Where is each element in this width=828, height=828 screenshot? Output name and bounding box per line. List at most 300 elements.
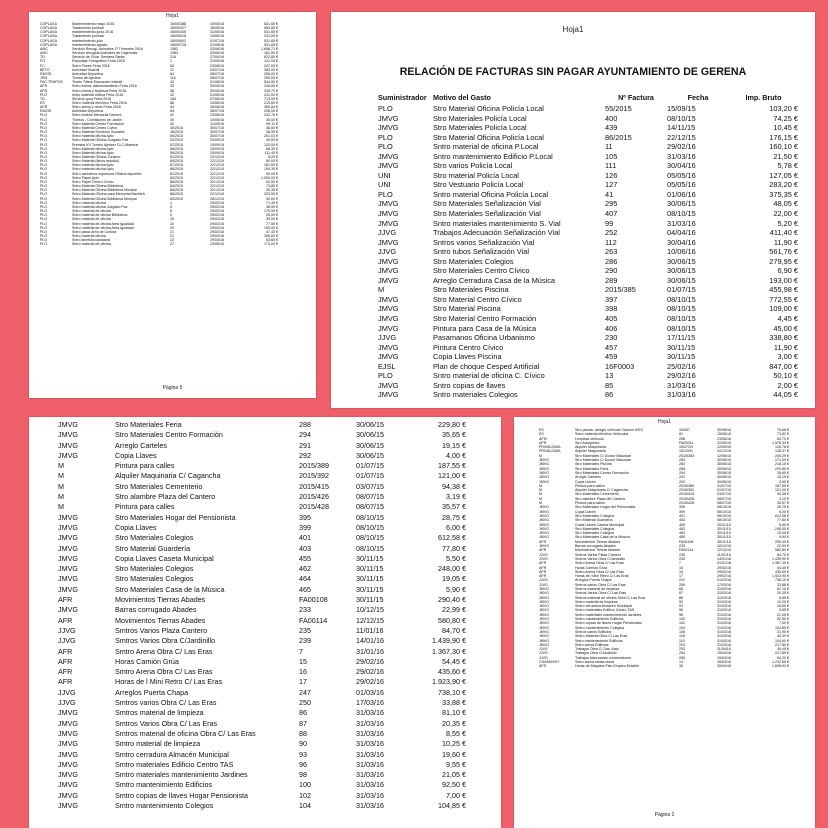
column-header: Motivo del Gasto [433, 93, 491, 102]
supplier-cell: PLO [40, 217, 48, 222]
date-cell: 29/04/16 [210, 233, 224, 238]
description-cell: Smtro Arena Obra C/ Las Eras [115, 646, 213, 656]
date-cell: 01/07/15 [356, 471, 384, 481]
supplier-cell: JMVG [58, 770, 78, 780]
date-cell: 15/04/16 [717, 655, 731, 660]
amount-cell: 73,82 € [777, 432, 789, 437]
description-cell: Stro Materiales Policía Local [433, 123, 527, 133]
table-row [378, 324, 798, 334]
description-cell: Smtro materiales mantenimiento Jardines [115, 770, 248, 780]
invoice-number-cell: 255 [679, 655, 685, 660]
invoice-number-cell: 93 [679, 604, 683, 609]
supplier-cell: PLO [40, 209, 48, 214]
description-cell: Sntro placa Area de Cultura [72, 229, 117, 234]
date-cell: 01/07/15 [717, 488, 731, 493]
description-cell: Stro material Policía Local [433, 170, 519, 180]
description-cell: Smtro material de limpieza [575, 599, 618, 604]
supplier-cell: AFR [58, 595, 73, 605]
invoice-number-cell: 250 [679, 582, 685, 587]
invoice-number-cell: 2015/428 [299, 502, 329, 512]
supplier-cell: JMVG [539, 621, 549, 626]
amount-cell: 50,10 € [773, 371, 798, 381]
table-row [58, 647, 466, 657]
description-cell: Stro Materiales Centro Formación [575, 470, 629, 475]
invoice-number-cell: 42 [170, 113, 174, 118]
description-cell: Copia Llaves [115, 450, 157, 460]
supplier-cell: JMVG [539, 470, 549, 475]
amount-cell: 35,65 € [442, 430, 466, 440]
supplier-cell: JMVG [378, 275, 399, 285]
description-cell: Stro Material Piscina [433, 304, 501, 314]
invoice-number-cell: 48/2015 [170, 130, 183, 135]
supplier-cell: PLO [40, 155, 48, 159]
table-row [378, 114, 798, 124]
description-cell: Trabajos Obra C/Jardinillo [575, 651, 617, 656]
supplier-cell: JMVG [58, 553, 78, 563]
invoice-number-cell: 16000725 [170, 42, 186, 47]
page-footer: Página 2 [654, 812, 675, 818]
supplier-cell: M [58, 502, 64, 512]
date-cell: 08/07/15 [356, 492, 384, 502]
amount-cell: 3,19 € [779, 496, 789, 501]
amount-cell: 94,38 € [777, 492, 789, 497]
date-cell: 08/10/15 [667, 209, 696, 219]
table-row [58, 605, 466, 615]
description-cell: Movimientos Tierras Abades [575, 548, 621, 553]
supplier-cell: UNI [378, 180, 391, 190]
description-cell: Trabajos Adecuación contenedores [575, 655, 632, 660]
amount-cell: 580,80 € [438, 615, 466, 625]
amount-cell: 217,80 € [775, 642, 789, 647]
supplier-cell: JMVG [539, 518, 549, 523]
amount-cell: 1.923,90 € [772, 574, 789, 579]
invoice-number-cell: 13 [605, 371, 614, 381]
invoice-number-cell: 14 [679, 660, 683, 665]
invoice-number-cell: 455 [299, 553, 311, 563]
supplier-cell: JMVG [539, 595, 549, 600]
date-cell: 29/02/16 [210, 200, 224, 205]
supplier-cell: JMVG [58, 440, 78, 450]
supplier-cell: PLO [40, 167, 48, 172]
supplier-cell: ES [539, 428, 544, 432]
supplier-cell: JMVG [378, 256, 399, 266]
supplier-cell: JJVG [378, 247, 397, 257]
amount-cell: 127,05 € [769, 170, 798, 180]
amount-cell: 181,50 € [264, 51, 278, 56]
supplier-cell: JMVG [58, 512, 78, 522]
table-row [378, 238, 798, 248]
invoice-number-cell: 126 [605, 170, 618, 180]
date-cell: 18/05/16 [210, 26, 224, 31]
supplier-cell: JMVG [539, 466, 549, 471]
amount-cell: 81,10 € [777, 586, 789, 591]
amount-cell: 1.578,33 € [772, 440, 789, 445]
invoice-number-cell: 465 [679, 535, 685, 540]
description-cell: Sntro mantenimiento Edificio P.Local [433, 151, 553, 161]
table-row [58, 564, 466, 574]
description-cell: Actividad Guardil [72, 67, 100, 72]
invoice-number-cell: 32 [170, 92, 174, 97]
table-row [539, 664, 789, 668]
supplier-cell: PLO [378, 104, 393, 113]
supplier-cell: AFR [539, 565, 547, 570]
amount-cell: 5,78 € [777, 161, 798, 171]
invoice-number-cell: FA00041 [679, 440, 694, 445]
amount-cell: 7,00 € [446, 790, 466, 800]
date-cell: 31/03/16 [717, 629, 731, 634]
invoice-number-cell: 88 [679, 595, 683, 600]
invoice-number-cell: 20 [170, 225, 174, 230]
description-cell: Sntro Arena, adecentamiento Feria 2016 [72, 84, 137, 89]
invoice-number-cell: 239 [679, 556, 685, 561]
supplier-cell: JMVG [58, 522, 78, 532]
date-cell: 12/06/15 [717, 453, 731, 458]
amount-cell: 822,80 € [264, 55, 278, 60]
date-cell: 23/06/16 [210, 113, 224, 118]
amount-cell: 1.232,65 € [772, 660, 789, 665]
description-cell: mantenimiento julio [72, 38, 103, 43]
table-row [58, 657, 466, 667]
amount-cell: 531,65 € [264, 22, 278, 26]
amount-cell: 71,40 € [266, 200, 278, 205]
table-row [58, 739, 466, 749]
supplier-cell: JJVG [58, 636, 76, 646]
amount-cell: 28,75 € [777, 505, 789, 510]
amount-cell: 77,80 € [777, 518, 789, 523]
supplier-cell: AMC [40, 51, 48, 56]
date-cell: 31/03/16 [717, 599, 731, 604]
invoice-number-cell: 2015/383 [679, 453, 694, 458]
invoice-number-cell: FA00114 [679, 548, 694, 553]
date-cell: 10/12/15 [356, 605, 384, 615]
supplier-cell: PLO [40, 146, 48, 151]
date-cell: 08/07/15 [717, 496, 731, 501]
invoice-number-cell: 99 [605, 218, 614, 228]
page-footer: Página 5 [162, 385, 183, 391]
date-cell: 23/06/16 [210, 63, 224, 68]
invoice-number-cell: 100 [679, 617, 685, 622]
description-cell: Smtro mantenimiento Edificios [115, 780, 213, 790]
date-cell: 31/03/16 [356, 759, 384, 769]
invoice-number-cell: 109 [679, 634, 685, 639]
invoice-number-cell: 16000436 [170, 30, 186, 35]
description-cell: Copia Llaves [575, 509, 596, 514]
supplier-cell: M [539, 501, 542, 506]
supplier-cell: JJVG [58, 687, 76, 697]
amount-cell: 1.698,93 € [772, 664, 789, 669]
invoice-number-cell: 104 [299, 800, 311, 810]
date-cell: 30/11/15 [717, 539, 731, 544]
description-cell: Sntro Material Oficina Biblioteca Munipal [72, 196, 137, 201]
invoice-number-cell: 43 [170, 80, 174, 85]
description-cell: Stro Materiales Colegios [115, 533, 194, 543]
description-cell: Alquiler Maquinaria [575, 449, 606, 454]
table-row [58, 554, 466, 564]
document-title: RELACIÓN DE FACTURAS SIN PAGAR AYUNTAMIENTO DE GERENA [399, 66, 747, 78]
invoice-number-cell: 27 [170, 242, 174, 247]
invoice-number-cell: 30 [170, 117, 174, 122]
description-cell: Pintura para calles [115, 461, 175, 471]
supplier-cell: M [58, 471, 64, 481]
invoice-number-cell: 63 [170, 63, 174, 68]
amount-cell: 10,45 € [773, 123, 798, 133]
invoice-number-cell: 247 [299, 687, 311, 697]
description-cell: Sntro Papel Centro Cívico [72, 179, 114, 184]
description-cell: Horas de Máquina Plan Empleo Estable [575, 664, 639, 669]
date-cell: 29/02/16 [717, 574, 731, 579]
date-cell: 31/03/16 [717, 604, 731, 609]
invoice-number-cell: 116 [170, 76, 176, 81]
supplier-cell: ES [40, 100, 45, 105]
amount-cell: 92,50 € [777, 617, 789, 622]
description-cell: Stro Materiales Colegios [575, 526, 615, 531]
table-row [58, 719, 466, 729]
amount-cell: 580,80 € [264, 26, 278, 31]
date-cell: 08/10/15 [356, 512, 384, 522]
invoice-number-cell: 86 [605, 390, 614, 400]
description-cell: Smtro cerradura Almacén Municipal [115, 749, 229, 759]
description-cell: Arreglo Carteles [115, 440, 167, 450]
supplier-cell: PLO [40, 179, 48, 184]
amount-cell: 90,00 € [266, 196, 278, 201]
invoice-number-cell: 15/12/91 [679, 449, 693, 454]
amount-cell: 64,70 € [777, 436, 789, 441]
sheet-page-1 [331, 12, 815, 408]
date-cell: 30/04/16 [717, 664, 731, 669]
amount-cell: 54,45 € [442, 656, 466, 666]
date-cell: 08/10/15 [717, 505, 731, 510]
supplier-cell: JMVG [378, 390, 399, 400]
date-cell: 05/05/16 [667, 170, 696, 180]
amount-cell: 241,00 € [264, 34, 278, 39]
supplier-cell: AFR [539, 561, 547, 566]
date-cell: 31/05/15 [717, 440, 731, 445]
amount-cell: 103,20 € [769, 104, 798, 113]
supplier-cell: CHAMUSKY [539, 660, 560, 665]
table-row [378, 104, 798, 114]
date-cell: 31/03/16 [717, 617, 731, 622]
invoice-number-cell: 88 [299, 728, 307, 738]
amount-cell: 6,90 € [777, 266, 798, 276]
supplier-cell: JMVG [539, 531, 549, 536]
date-cell: 31/01/16 [717, 561, 731, 566]
amount-cell: 90,00 € [266, 171, 278, 176]
description-cell: sntro material oficina Feria 2016 [72, 92, 124, 97]
date-cell: 22/12/15 [210, 159, 224, 164]
date-cell: 29/02/16 [210, 229, 224, 234]
date-cell: 31/03/16 [356, 770, 384, 780]
description-cell: Sntro Material oficina Ayto [72, 146, 114, 151]
date-cell: 30/04/16 [667, 161, 696, 171]
amount-cell: 77,55 € [266, 221, 278, 226]
description-cell: Pintura para calles [575, 501, 605, 506]
amount-cell: 201,03 € [264, 134, 278, 139]
invoice-number-cell: 2015/415 [299, 481, 329, 491]
invoice-number-cell: 17 [299, 677, 307, 687]
supplier-cell: JMVG [58, 533, 78, 543]
supplier-cell: PLO [40, 213, 48, 218]
description-cell: Alquiler Maquinaria [575, 445, 606, 450]
amount-cell: 11,90 € [773, 237, 798, 247]
supplier-cell: PLO [40, 196, 48, 201]
invoice-number-cell: 20 [170, 221, 174, 226]
description-cell: Actividad Deportiva [72, 109, 103, 114]
description-cell: Sntro Papel Ayto [72, 175, 99, 180]
amount-cell: 21,50 € [773, 151, 798, 161]
description-cell: Stro Material Guardería [115, 543, 191, 553]
invoice-number-cell: 457 [605, 342, 618, 352]
description-cell: Sntro copias de llaves [433, 380, 506, 390]
invoice-number-cell: 9 [170, 213, 172, 218]
invoice-number-cell: 294 [299, 430, 311, 440]
description-cell: Smtro mantenimiento Edificios [575, 617, 624, 622]
supplier-cell: JMVG [539, 462, 549, 467]
supplier-cell: JMVG [58, 605, 78, 615]
description-cell: Tratamiento puntual [72, 34, 104, 39]
date-cell: 04/04/16 [667, 228, 696, 238]
invoice-number-cell: 65/2015 [170, 159, 183, 164]
supplier-cell: PLO [40, 200, 48, 205]
date-cell: 15/06/16 [717, 432, 731, 437]
invoice-table [58, 420, 466, 811]
description-cell: Smtros varios Obra C/ Las Eras [575, 582, 626, 587]
supplier-cell: JMVG [58, 420, 78, 429]
table-row [58, 636, 466, 646]
supplier-cell: JMVG [539, 475, 549, 480]
description-cell: Stro Materiales Centro Cívico [433, 266, 530, 276]
amount-cell: 19,15 € [442, 440, 466, 450]
supplier-cell: JMVG [378, 314, 399, 324]
date-cell: 30/11/15 [356, 564, 384, 574]
invoice-number-cell: 93 [299, 749, 307, 759]
date-cell: 29/02/16 [356, 667, 384, 677]
amount-cell: 111,40 € [264, 150, 278, 155]
amount-cell: 531,65 € [264, 30, 278, 35]
invoice-number-cell: 85 [605, 380, 614, 390]
amount-cell: 126,47 € [775, 449, 789, 454]
date-cell: 30/06/15 [356, 450, 384, 460]
description-cell: Smtros material de limpieza [115, 708, 204, 718]
table-row [58, 441, 466, 451]
amount-cell: 104,85 € [775, 625, 789, 630]
invoice-number-cell: 464 [299, 574, 311, 584]
description-cell: Movimientos Tierras Abades [575, 539, 621, 544]
invoice-number-cell: 2015/392 [299, 471, 329, 481]
date-cell: 11/01/16 [356, 625, 384, 635]
amount-cell: 84,70 € [777, 552, 789, 557]
description-cell: Stro Materiales Colegios [433, 256, 514, 266]
supplier-cell: M [539, 483, 542, 488]
amount-cell: 306,60 € [264, 233, 278, 238]
table-row [378, 199, 798, 209]
invoice-number-cell: 90 [679, 599, 683, 604]
amount-cell: 74,25 € [773, 113, 798, 123]
date-cell: 31/03/16 [356, 749, 384, 759]
supplier-cell: JMVG [58, 759, 78, 769]
date-cell: 31/03/16 [717, 625, 731, 630]
supplier-cell: PLO [40, 150, 48, 155]
amount-cell: 121,00 € [438, 471, 466, 481]
description-cell: Smtro materiales Edificio Centro TAS [575, 608, 635, 613]
invoice-number-cell: 86/2015 [605, 132, 632, 142]
amount-cell: 171,09 € [775, 458, 789, 463]
invoice-number-cell: 87 [679, 591, 683, 596]
date-cell: 30/06/16 [717, 428, 731, 432]
amount-cell: 5,50 € [446, 553, 466, 563]
invoice-number-cell: 292 [679, 479, 685, 484]
table-row [378, 333, 798, 343]
description-cell: Smtros varios Edificios [575, 629, 612, 634]
date-cell: 01/08/16 [210, 80, 224, 85]
date-cell: 30/11/15 [356, 595, 384, 605]
invoice-number-cell: 289 [605, 275, 618, 285]
table-row [378, 362, 798, 372]
date-cell: 31/03/16 [667, 380, 696, 390]
table-row [58, 461, 466, 471]
description-cell: Sntro Material Oficina Biblioteca Munipal [72, 188, 137, 193]
description-cell: Tornes de Ajedrez [72, 76, 101, 81]
amount-cell: 375,35 € [769, 189, 798, 199]
table-row [40, 242, 278, 246]
amount-cell: 229,80 € [775, 466, 789, 471]
amount-cell: 435,60 € [775, 569, 789, 574]
invoice-number-cell: 102 [679, 621, 685, 626]
date-cell: 31/03/16 [717, 621, 731, 626]
amount-cell: 544,50 € [264, 80, 278, 85]
invoice-number-cell: 52/2015 [170, 138, 183, 143]
invoice-number-cell: 68/2015 [170, 167, 183, 172]
invoice-number-cell: 252 [605, 228, 618, 238]
description-cell: Smtros Varios Obra C/ Las Eras [115, 718, 218, 728]
date-cell: 30/06/16 [210, 105, 224, 110]
description-cell: Stro Materiales Piscina [433, 285, 509, 295]
date-cell: 31/03/16 [717, 608, 731, 613]
amount-cell: 612,58 € [438, 533, 466, 543]
supplier-cell: JMVG [539, 526, 549, 531]
invoice-number-cell: 16/067 [679, 428, 690, 432]
date-cell: 01/07/16 [210, 38, 224, 43]
description-cell: Stro Material Oficina Policía Local [433, 132, 544, 142]
description-cell: Stro Materiales Colegios [575, 531, 615, 536]
description-cell: Sntro Arena y limpieza Feria 2016 [72, 88, 127, 93]
invoice-number-cell: 55/2015 [605, 104, 632, 113]
description-cell: Sntro Material Oficina Turismo [72, 155, 121, 159]
date-cell: 30/11/15 [356, 584, 384, 594]
description-cell: Trofeos - Comisiones de Jardín [72, 117, 122, 122]
table-row [378, 161, 798, 171]
amount-cell: 175,90 € [264, 209, 278, 214]
table-row [58, 523, 466, 533]
date-cell: 01/03/16 [717, 578, 731, 583]
amount-cell: 36,50 € [266, 130, 278, 135]
date-cell: 10/05/16 [210, 117, 224, 122]
invoice-table [539, 428, 789, 669]
description-cell: Smtro Arena Obra C/ Las Eras [115, 667, 213, 677]
invoice-number-cell: 57/2015 [170, 142, 183, 147]
amount-cell: 250,00 € [264, 76, 278, 81]
date-cell: 03/07/16 [210, 67, 224, 72]
description-cell: Mantenimiento mayo 2016 [72, 22, 115, 26]
table-row [378, 381, 798, 391]
description-cell: Servicio grúa Feria 2016 [72, 96, 112, 101]
invoice-number-cell: 288 [679, 466, 685, 471]
description-cell: Sntro Material Oficina para Memorial Navideñ [72, 192, 145, 197]
date-cell: 22/12/15 [667, 132, 696, 142]
invoice-number-cell: 203 [679, 642, 685, 647]
supplier-cell: JMVG [539, 608, 549, 613]
invoice-number-cell: 2015/428 [679, 501, 694, 506]
amount-cell: 35,57 € [777, 501, 789, 506]
